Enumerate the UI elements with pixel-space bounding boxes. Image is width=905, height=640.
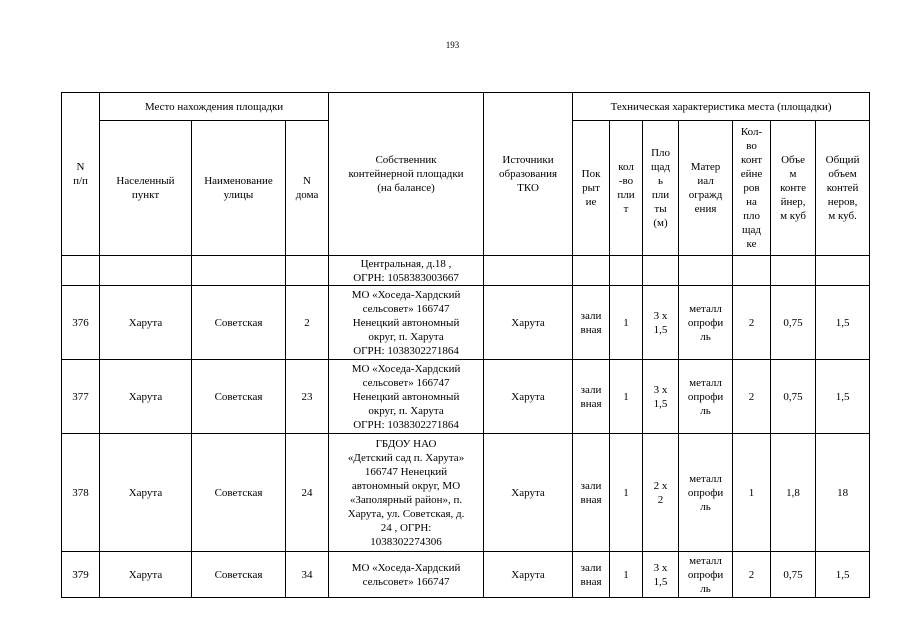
cell-coating: зали вная bbox=[573, 434, 610, 552]
header-slab-area: Пло щад ь пли ты (м) bbox=[643, 121, 679, 256]
table-row bbox=[62, 286, 870, 360]
cell-total-volume: 1,5 bbox=[816, 360, 870, 434]
cell-container-count: 2 bbox=[733, 552, 771, 598]
table-row-continuation bbox=[62, 256, 870, 286]
cell-num: 376 bbox=[62, 286, 100, 360]
table-cell bbox=[192, 256, 286, 286]
header-container-volume: Объе м конте йнер, м куб bbox=[771, 121, 816, 256]
cell-owner: МО «Хоседа-Хардский сельсовет» 166747 Ненецкий автономный округ, п. Харута ОГРН: 1038302271864 bbox=[329, 286, 484, 360]
cell-street: Советская bbox=[192, 552, 286, 598]
cell-locality: Харута bbox=[100, 286, 192, 360]
cell-slab-area: 3 х 1,5 bbox=[643, 360, 679, 434]
header-locality: Населенный пункт bbox=[100, 121, 192, 256]
table-row bbox=[62, 552, 870, 598]
header-house: N дома bbox=[286, 121, 329, 256]
cell-house: 23 bbox=[286, 360, 329, 434]
table-row bbox=[62, 434, 870, 552]
cell-slab-count: 1 bbox=[610, 360, 643, 434]
header-num: N п/п bbox=[62, 93, 100, 256]
cell-street: Советская bbox=[192, 286, 286, 360]
cell-sources: Харута bbox=[484, 360, 573, 434]
cell-total-volume: 18 bbox=[816, 434, 870, 552]
header-fence: Матер иал огражд ения bbox=[679, 121, 733, 256]
cell-fence: металл опрофи ль bbox=[679, 552, 733, 598]
cell-house: 34 bbox=[286, 552, 329, 598]
cell-coating: зали вная bbox=[573, 360, 610, 434]
cell-sources: Харута bbox=[484, 286, 573, 360]
cell-owner: Центральная, д.18 , ОГРН: 1058383003667 bbox=[329, 256, 484, 286]
table-cell bbox=[610, 256, 643, 286]
cell-slab-area: 3 х 1,5 bbox=[643, 286, 679, 360]
cell-locality: Харута bbox=[100, 360, 192, 434]
cell-container-count: 2 bbox=[733, 360, 771, 434]
cell-coating: зали вная bbox=[573, 286, 610, 360]
header-sources: Источники образования ТКО bbox=[484, 93, 573, 256]
header-total-volume: Общий объем контей неров, м куб. bbox=[816, 121, 870, 256]
container-sites-table bbox=[61, 92, 870, 598]
header-tech-group: Техническая характеристика места (площадки) bbox=[573, 93, 870, 121]
cell-coating: зали вная bbox=[573, 552, 610, 598]
cell-total-volume: 1,5 bbox=[816, 286, 870, 360]
cell-slab-count: 1 bbox=[610, 434, 643, 552]
header-location-group: Место нахождения площадки bbox=[100, 93, 329, 121]
cell-container-volume: 1,8 bbox=[771, 434, 816, 552]
cell-num: 379 bbox=[62, 552, 100, 598]
table-cell bbox=[286, 256, 329, 286]
cell-slab-count: 1 bbox=[610, 286, 643, 360]
table-cell bbox=[62, 256, 100, 286]
cell-sources: Харута bbox=[484, 552, 573, 598]
cell-container-volume: 0,75 bbox=[771, 552, 816, 598]
table-cell bbox=[816, 256, 870, 286]
header-owner: Собственник контейнерной площадки (на балансе) bbox=[329, 93, 484, 256]
header-slab-count: кол -во пли т bbox=[610, 121, 643, 256]
table-cell bbox=[733, 256, 771, 286]
cell-fence: металл опрофи ль bbox=[679, 286, 733, 360]
header-container-count: Кол- во конт ейне ров на пло щад ке bbox=[733, 121, 771, 256]
table-row bbox=[62, 360, 870, 434]
cell-street: Советская bbox=[192, 434, 286, 552]
cell-num: 378 bbox=[62, 434, 100, 552]
cell-slab-area: 3 х 1,5 bbox=[643, 552, 679, 598]
cell-owner: МО «Хоседа-Хардский сельсовет» 166747 Ненецкий автономный округ, п. Харута ОГРН: 1038302271864 bbox=[329, 360, 484, 434]
cell-locality: Харута bbox=[100, 552, 192, 598]
cell-container-count: 1 bbox=[733, 434, 771, 552]
table-cell bbox=[484, 256, 573, 286]
table-cell bbox=[643, 256, 679, 286]
header-row-group bbox=[62, 93, 870, 121]
header-street: Наименование улицы bbox=[192, 121, 286, 256]
header-coating: Пок рыт ие bbox=[573, 121, 610, 256]
cell-house: 2 bbox=[286, 286, 329, 360]
cell-street: Советская bbox=[192, 360, 286, 434]
cell-fence: металл опрофи ль bbox=[679, 360, 733, 434]
cell-slab-count: 1 bbox=[610, 552, 643, 598]
cell-owner: ГБДОУ НАО «Детский сад п. Харута» 166747 Ненецкий автономный округ, МО «Заполярный район», п. Харута, ул. Советская, д. 24 , ОГРН: 1038302274306 bbox=[329, 434, 484, 552]
cell-container-volume: 0,75 bbox=[771, 360, 816, 434]
cell-house: 24 bbox=[286, 434, 329, 552]
cell-container-count: 2 bbox=[733, 286, 771, 360]
cell-owner: МО «Хоседа-Хардский сельсовет» 166747 bbox=[329, 552, 484, 598]
cell-slab-area: 2 х 2 bbox=[643, 434, 679, 552]
table-cell bbox=[100, 256, 192, 286]
page-number: 193 bbox=[445, 40, 460, 50]
cell-num: 377 bbox=[62, 360, 100, 434]
table-cell bbox=[573, 256, 610, 286]
cell-total-volume: 1,5 bbox=[816, 552, 870, 598]
cell-sources: Харута bbox=[484, 434, 573, 552]
cell-locality: Харута bbox=[100, 434, 192, 552]
table-cell bbox=[679, 256, 733, 286]
cell-container-volume: 0,75 bbox=[771, 286, 816, 360]
cell-fence: металл опрофи ль bbox=[679, 434, 733, 552]
table-cell bbox=[771, 256, 816, 286]
